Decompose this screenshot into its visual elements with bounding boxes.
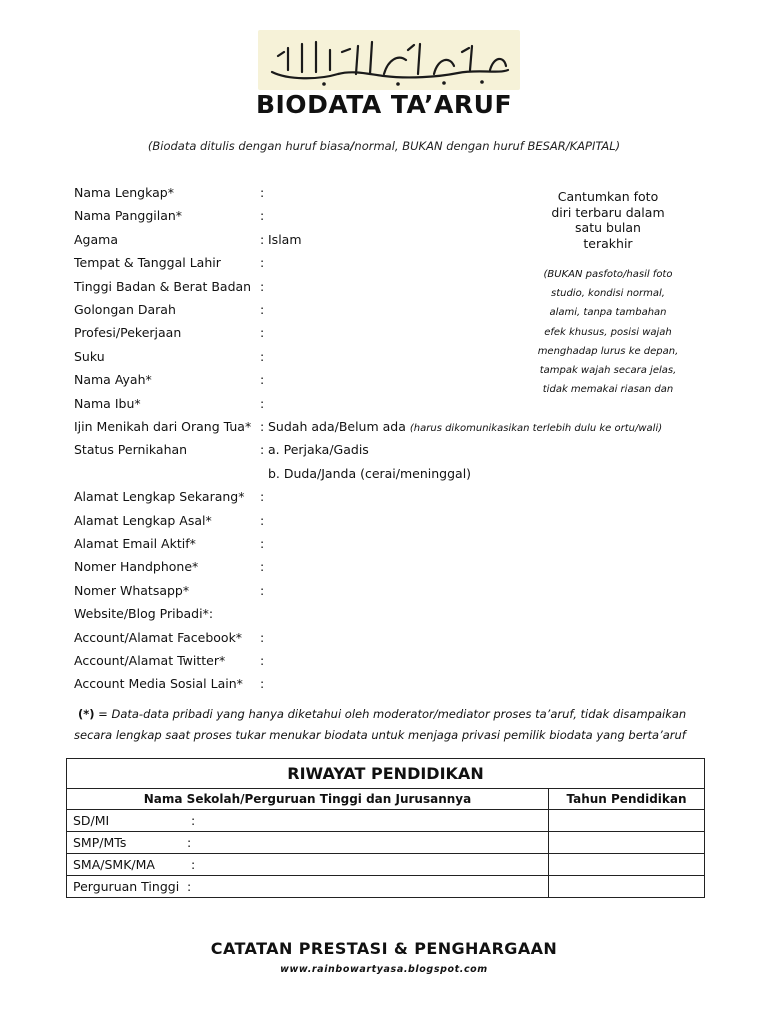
footnote-line-1: = Data-data pribadi yang hanya diketahui oleh moderator/mediator proses ta’aruf, tidak disampaikan [94,707,687,721]
photo-line: terakhir [583,235,633,251]
column-header-school: Nama Sekolah/Perguruan Tinggi dan Jurusannya [67,789,549,810]
field-handphone [74,558,714,581]
field-colon: : [260,301,265,317]
subtitle-part-1: (Biodata ditulis dengan huruf biasa [147,139,351,153]
education-table [66,758,705,898]
field-colon: : [260,559,265,575]
field-colon: : [260,255,265,271]
field-status-pernikahan [74,441,714,464]
field-alamat-sekarang [74,488,714,511]
column-header-year: Tahun Pendidikan [549,789,705,810]
status-option-a[interactable]: a. Perjaka/Gadis [268,442,369,458]
photo-line: Cantumkan foto [557,189,659,204]
field-colon: : [260,629,265,645]
field-colon: : [260,325,265,341]
field-colon: : [260,348,265,364]
field-colon: : [260,395,265,411]
year-cell[interactable] [549,832,705,854]
photo-instruction [518,189,698,251]
subtitle-part-2: normal, BUKAN dengan huruf BESAR/KAPITAL) [354,139,621,153]
field-label: Nomer Handphone* [74,559,199,575]
table-row [67,854,705,876]
field-colon: : [260,512,265,528]
field-colon: : [260,582,265,598]
field-label: Tinggi Badan & Berat Badan [74,278,252,294]
field-label: Website/Blog Pribadi*: [74,606,214,622]
field-label: Alamat Lengkap Sekarang* [74,489,245,505]
photo-detail-line: tampak wajah secara jelas, [539,365,677,377]
status-option-b[interactable]: b. Duda/Janda (cerai/meninggal) [268,465,472,481]
next-section-heading: CATATAN PRESTASI & PENGHARGAAN [210,939,558,955]
photo-detail-line: efek khusus, posisi wajah [544,326,672,338]
field-email [74,535,714,558]
field-label: Account/Alamat Facebook* [74,629,243,645]
level-colon: : [187,835,192,850]
field-colon: : [260,372,265,388]
field-colon: : [260,231,265,247]
photo-detail-line: alami, tanpa tambahan [549,307,667,319]
level-label: SMP/MTs [73,835,127,850]
level-label: SMA/SMK/MA [73,857,155,872]
photo-detail-line: studio, kondisi normal, [550,288,665,300]
field-label: Profesi/Pekerjaan [74,325,182,341]
basmala-text: بِسْمِ اللهِ الرَّحْمٰنِ الرَّحِيْمِ [383,88,395,89]
footer-url[interactable]: www.rainbowartyasa.blogspot.com [280,964,488,975]
field-label: Agama [74,231,118,247]
field-label: Account Media Sosial Lain* [74,676,243,692]
table-row [67,876,705,898]
school-cell[interactable] [67,876,549,898]
footnote-line-2: secara lengkap saat proses tukar menukar biodata untuk menjaga privasi pemilik biodata yang berta’aruf [74,728,686,742]
photo-detail-line: tidak memakai riasan dan [542,384,674,396]
level-colon: : [187,879,192,894]
field-colon: : [260,418,265,434]
field-alamat-asal [74,512,714,535]
year-cell[interactable] [549,854,705,876]
education-heading: RIWAYAT PENDIDIKAN [67,759,705,789]
privacy-footnote [74,704,714,746]
footnote-mark: (*) [78,707,95,721]
field-label: Nama Ibu* [74,395,141,411]
field-colon: : [260,208,265,224]
field-label: Golongan Darah [74,301,176,317]
field-label: Tempat & Tanggal Lahir [74,255,221,271]
ijin-options: Sudah ada/Belum ada [268,418,406,434]
basmala-graphic [258,30,520,90]
subtitle-slash: / [350,139,355,153]
field-label: Status Pernikahan [74,442,188,458]
field-twitter [74,652,714,675]
field-whatsapp [74,582,714,605]
photo-placeholder[interactable] [518,189,698,399]
level-label: SD/MI [73,813,110,828]
field-status-pernikahan-b [74,465,714,488]
field-colon: : [260,185,265,200]
table-row [67,810,705,832]
field-colon: : [260,278,265,294]
school-cell[interactable] [67,810,549,832]
photo-detail-line: menghadap lurus ke depan, [537,345,679,357]
photo-line: satu bulan [575,220,641,235]
field-colon: : [260,536,265,552]
field-colon: : [260,676,265,692]
field-colon: : [260,653,265,668]
level-colon: : [191,857,196,872]
field-label: Nama Lengkap* [74,185,174,200]
school-cell[interactable] [67,854,549,876]
level-label: Perguruan Tinggi [73,879,180,894]
field-colon: : [260,442,265,458]
level-colon: : [191,813,196,828]
year-cell[interactable] [549,810,705,832]
field-label: Account/Alamat Twitter* [74,653,226,668]
field-label: Nama Panggilan* [74,208,183,224]
photo-detail [518,265,698,399]
field-label: Alamat Email Aktif* [74,536,196,552]
field-label: Alamat Lengkap Asal* [74,512,212,528]
field-label: Suku [74,348,105,364]
table-row [67,832,705,854]
field-media-sosial-lain [74,675,714,698]
field-ijin-menikah [74,418,714,441]
photo-line: diri terbaru dalam [551,204,665,220]
ijin-note: (harus dikomunikasikan terlebih dulu ke ortu/wali) [409,422,663,434]
field-colon: : [260,489,265,505]
photo-detail-line: (BUKAN pasfoto/hasil foto [543,269,673,280]
basmala-calligraphy [258,30,520,90]
field-label: Nama Ayah* [74,372,152,388]
page-subtitle [0,139,768,153]
field-value[interactable] [268,418,662,438]
page-title: BIODATA TA’ARUF [255,90,513,119]
year-cell[interactable] [549,876,705,898]
field-label: Nomer Whatsapp* [74,582,190,598]
field-website [74,605,714,628]
field-value[interactable]: Islam [268,231,302,247]
school-cell[interactable] [67,832,549,854]
field-label: Ijin Menikah dari Orang Tua* [74,418,252,434]
field-facebook [74,629,714,652]
